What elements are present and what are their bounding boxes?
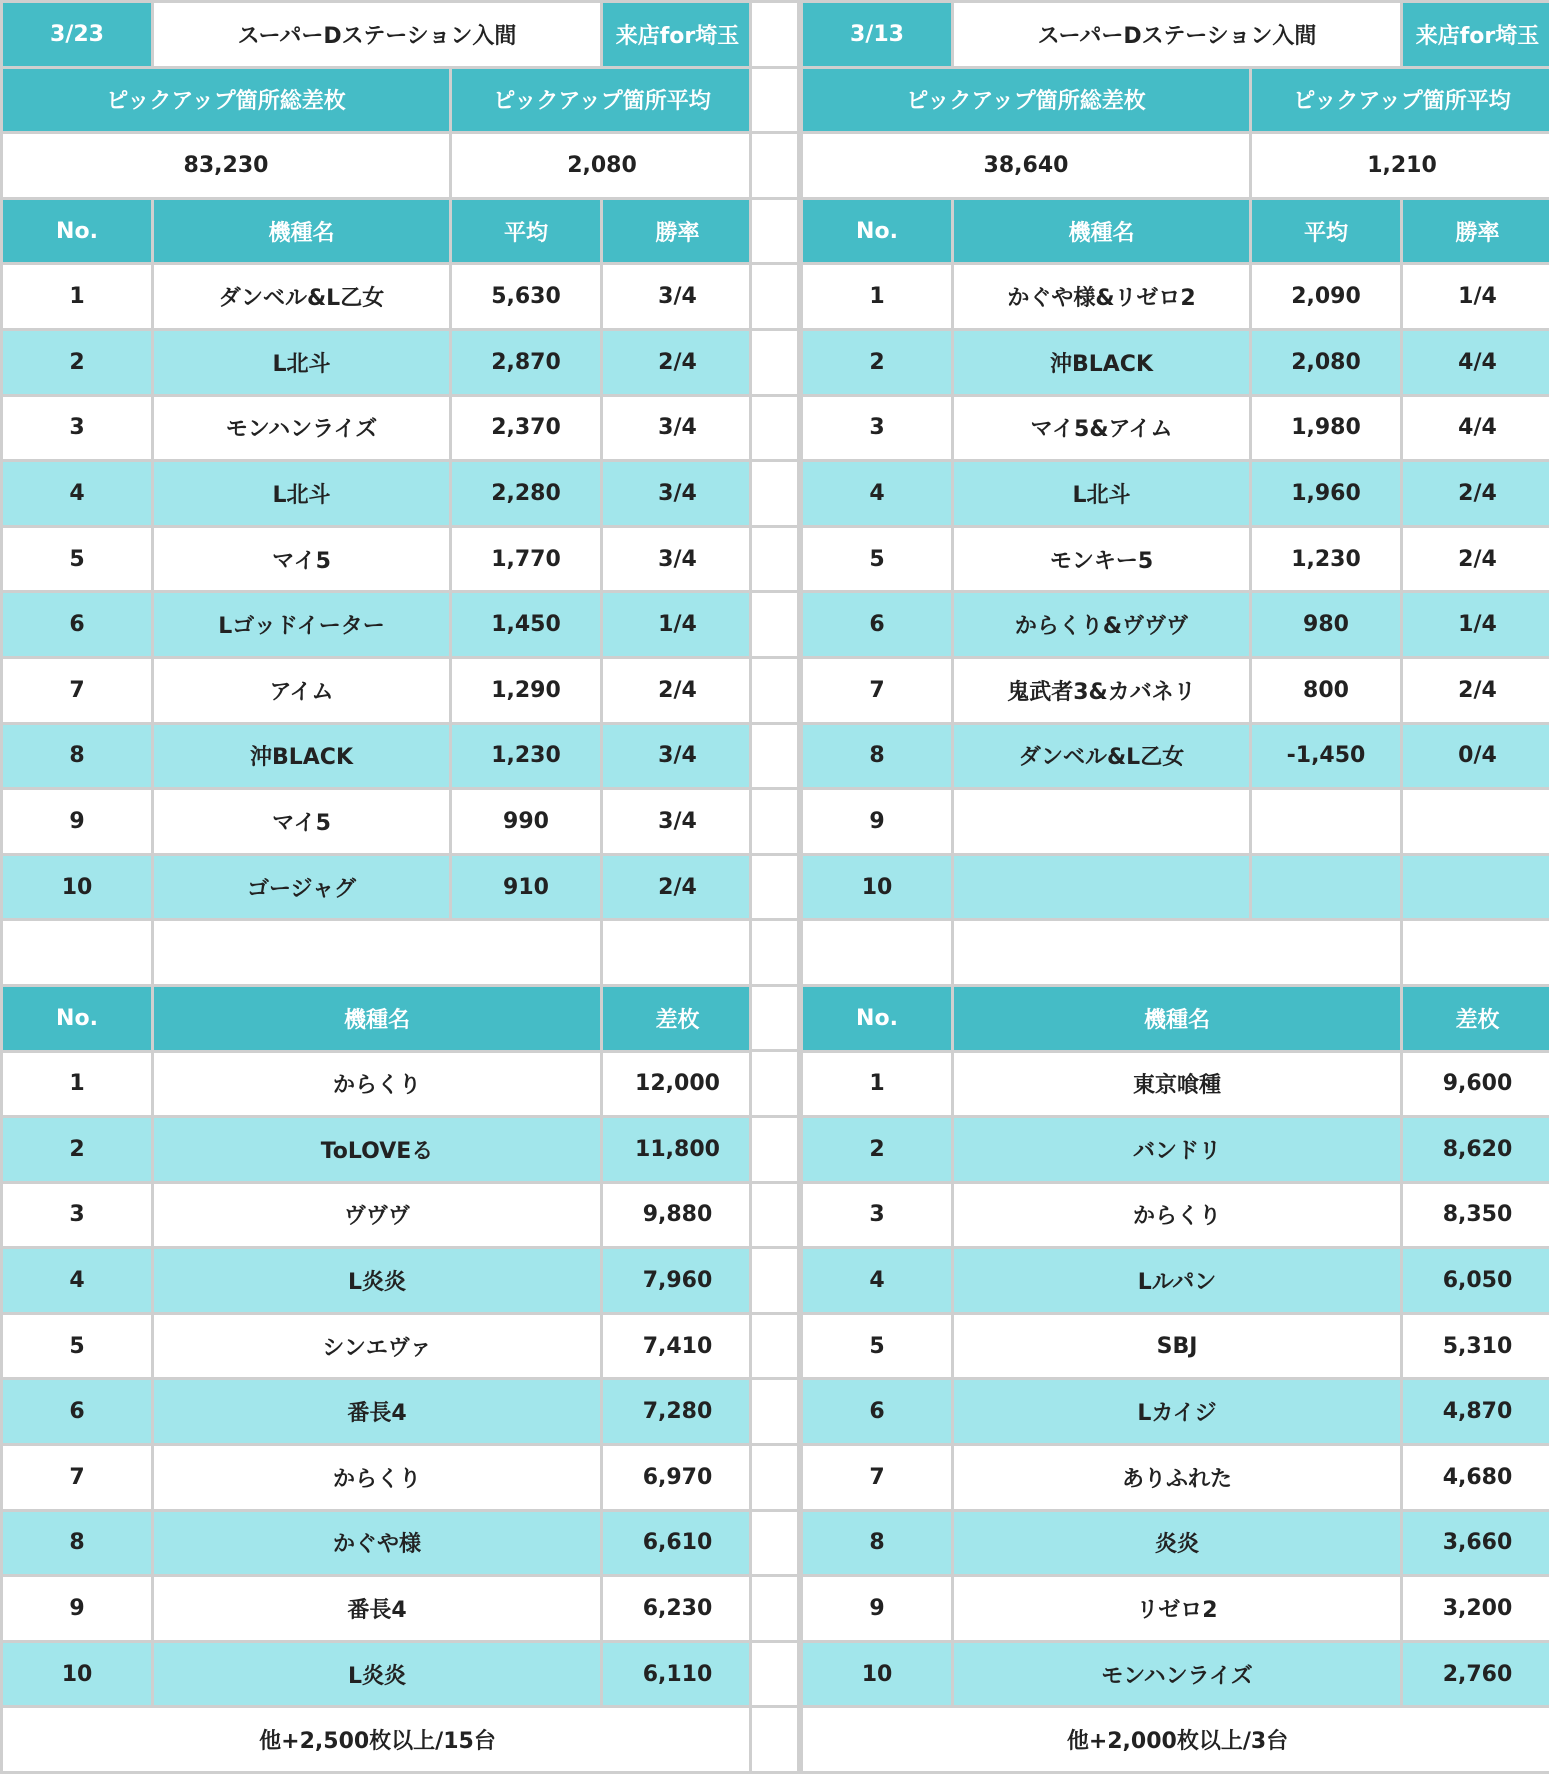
table2-cell-diff: 3,200 (1403, 1577, 1549, 1640)
table2-cell-model: SBJ (954, 1315, 1400, 1378)
table1-header-no: No. (3, 200, 151, 263)
table1-cell-winrate: 0/4 (1403, 725, 1549, 788)
table1-cell-no: 7 (3, 659, 151, 722)
table2-cell-model: バンドリ (954, 1118, 1400, 1181)
table2-cell-diff: 6,050 (1403, 1249, 1549, 1312)
table2-cell-no: 9 (3, 1577, 151, 1640)
table1-cell-average: 990 (452, 790, 600, 853)
spacer-cell (803, 921, 951, 984)
table1-cell-no: 1 (3, 265, 151, 328)
gutter-cell (752, 134, 797, 197)
footer-note: 他+2,000枚以上/3台 (803, 1708, 1549, 1771)
table1-cell-model: モンハンライズ (154, 397, 449, 460)
gutter-cell (752, 1708, 797, 1771)
table2-cell-model: からくり (154, 1446, 600, 1509)
gutter-cell (752, 659, 797, 722)
table1-cell-winrate (1403, 790, 1549, 853)
table1-cell-average: 1,230 (452, 725, 600, 788)
table1-cell-no: 5 (3, 528, 151, 591)
table1-cell-no: 4 (3, 462, 151, 525)
table1-cell-model: 沖BLACK (954, 331, 1249, 394)
table2-cell-no: 9 (803, 1577, 951, 1640)
table1-cell-no: 10 (3, 856, 151, 919)
gutter-cell (752, 1512, 797, 1575)
table2-header-model: 機種名 (154, 987, 600, 1050)
table1-cell-no: 6 (803, 593, 951, 656)
table1-cell-model: 鬼武者3&カバネリ (954, 659, 1249, 722)
table2-cell-model: シンエヴァ (154, 1315, 600, 1378)
table1-cell-no: 6 (3, 593, 151, 656)
table2-cell-diff: 6,610 (603, 1512, 752, 1575)
right-report-panel (800, 0, 1549, 1774)
table1-cell-average: 1,770 (452, 528, 600, 591)
summary-header-total: ピックアップ箇所総差枚 (803, 69, 1249, 132)
table1-cell-average: 2,280 (452, 462, 600, 525)
table2-cell-no: 6 (803, 1380, 951, 1443)
table1-cell-no: 4 (803, 462, 951, 525)
table2-header-diff: 差枚 (1403, 987, 1549, 1050)
gutter-cell (752, 1380, 797, 1443)
table2-cell-model: からくり (154, 1053, 600, 1116)
date-cell: 3/23 (3, 3, 151, 66)
table1-cell-winrate: 1/4 (1403, 265, 1549, 328)
spacer-cell (954, 921, 1400, 984)
table1-cell-winrate: 1/4 (603, 593, 752, 656)
table2-cell-diff: 6,970 (603, 1446, 752, 1509)
summary-header-average: ピックアップ箇所平均 (1252, 69, 1549, 132)
table1-cell-model: マイ5 (154, 790, 449, 853)
summary-value-total: 83,230 (3, 134, 449, 197)
table1-cell-winrate: 2/4 (603, 659, 752, 722)
event-cell: 来店for埼玉 (603, 3, 752, 66)
table1-cell-winrate: 2/4 (1403, 659, 1549, 722)
gutter-cell (752, 265, 797, 328)
table1-cell-model: L北斗 (154, 462, 449, 525)
summary-value-average: 1,210 (1252, 134, 1549, 197)
gutter-cell (752, 397, 797, 460)
table2-cell-no: 10 (3, 1643, 151, 1706)
spacer-cell (603, 921, 752, 984)
date-cell: 3/13 (803, 3, 951, 66)
table1-cell-average: 2,370 (452, 397, 600, 460)
table1-cell-model: 沖BLACK (154, 725, 449, 788)
table2-cell-no: 5 (3, 1315, 151, 1378)
table1-cell-winrate (1403, 856, 1549, 919)
table1-cell-model: L北斗 (154, 331, 449, 394)
table2-cell-diff: 7,410 (603, 1315, 752, 1378)
summary-value-total: 38,640 (803, 134, 1249, 197)
gutter-cell (752, 1446, 797, 1509)
table2-cell-model: 炎炎 (954, 1512, 1400, 1575)
gutter-cell (752, 462, 797, 525)
table1-cell-model (954, 790, 1249, 853)
table1-cell-no: 8 (3, 725, 151, 788)
table1-header-model: 機種名 (954, 200, 1249, 263)
table2-cell-no: 1 (3, 1053, 151, 1116)
table2-cell-no: 8 (803, 1512, 951, 1575)
table1-header-average: 平均 (452, 200, 600, 263)
table1-cell-no: 9 (803, 790, 951, 853)
table2-cell-diff: 12,000 (603, 1053, 752, 1116)
table2-cell-model: 東京喰種 (954, 1053, 1400, 1116)
table1-cell-no: 2 (3, 331, 151, 394)
table2-cell-no: 10 (803, 1643, 951, 1706)
table1-cell-model: ダンベル&L乙女 (954, 725, 1249, 788)
gutter-cell (752, 593, 797, 656)
table1-cell-average: 1,450 (452, 593, 600, 656)
table1-cell-average: 1,230 (1252, 528, 1400, 591)
table2-cell-diff: 7,960 (603, 1249, 752, 1312)
table1-cell-average: 2,870 (452, 331, 600, 394)
table1-header-model: 機種名 (154, 200, 449, 263)
gutter-cell (752, 69, 797, 132)
table1-cell-no: 8 (803, 725, 951, 788)
table1-cell-average (1252, 790, 1400, 853)
table1-cell-no: 10 (803, 856, 951, 919)
store-name-cell: スーパーDステーション入間 (954, 3, 1400, 66)
table1-cell-average: -1,450 (1252, 725, 1400, 788)
table2-cell-diff: 5,310 (1403, 1315, 1549, 1378)
gutter-cell (752, 1052, 797, 1115)
spacer-cell (1403, 921, 1549, 984)
spacer-cell (154, 921, 600, 984)
gutter-cell (752, 1315, 797, 1378)
center-gutter (749, 0, 800, 1774)
table1-cell-winrate: 3/4 (603, 725, 752, 788)
gutter-cell (752, 1249, 797, 1312)
table2-cell-diff: 2,760 (1403, 1643, 1549, 1706)
table1-cell-winrate: 2/4 (1403, 462, 1549, 525)
table1-cell-winrate: 3/4 (603, 397, 752, 460)
table2-cell-no: 7 (3, 1446, 151, 1509)
summary-value-average: 2,080 (452, 134, 752, 197)
table2-cell-diff: 9,880 (603, 1184, 752, 1247)
table1-cell-winrate: 3/4 (603, 265, 752, 328)
gutter-cell (752, 528, 797, 591)
table2-cell-model: L炎炎 (154, 1249, 600, 1312)
table1-cell-average: 2,080 (1252, 331, 1400, 394)
gutter-cell (752, 1577, 797, 1640)
table2-cell-model: ToLOVEる (154, 1118, 600, 1181)
table2-cell-no: 2 (3, 1118, 151, 1181)
table2-cell-no: 4 (3, 1249, 151, 1312)
table1-cell-no: 3 (803, 397, 951, 460)
table1-cell-model: アイム (154, 659, 449, 722)
gutter-cell (752, 856, 797, 919)
table2-header-no: No. (3, 987, 151, 1050)
table2-cell-no: 3 (3, 1184, 151, 1247)
table1-cell-winrate: 2/4 (1403, 528, 1549, 591)
table2-header-model: 機種名 (954, 987, 1400, 1050)
table2-cell-diff: 8,350 (1403, 1184, 1549, 1247)
gutter-cell (752, 1643, 797, 1706)
table1-cell-average: 800 (1252, 659, 1400, 722)
table1-cell-average: 1,290 (452, 659, 600, 722)
table2-cell-model: からくり (954, 1184, 1400, 1247)
table2-cell-model: L炎炎 (154, 1643, 600, 1706)
gutter-cell (752, 200, 797, 263)
table1-cell-winrate: 4/4 (1403, 397, 1549, 460)
table2-cell-model: Lルパン (954, 1249, 1400, 1312)
table1-cell-winrate: 3/4 (603, 462, 752, 525)
table1-cell-winrate: 2/4 (603, 331, 752, 394)
gutter-cell (752, 921, 797, 984)
table2-cell-diff: 6,110 (603, 1643, 752, 1706)
table1-cell-average: 980 (1252, 593, 1400, 656)
table1-header-winrate: 勝率 (603, 200, 752, 263)
table2-cell-model: ヴヴヴ (154, 1184, 600, 1247)
table1-cell-winrate: 3/4 (603, 790, 752, 853)
gutter-cell (752, 725, 797, 788)
table2-cell-model: リゼロ2 (954, 1577, 1400, 1640)
table2-cell-model: 番長4 (154, 1577, 600, 1640)
summary-header-average: ピックアップ箇所平均 (452, 69, 752, 132)
table1-cell-model: Lゴッドイーター (154, 593, 449, 656)
table1-cell-no: 3 (3, 397, 151, 460)
table1-cell-no: 2 (803, 331, 951, 394)
table1-cell-no: 7 (803, 659, 951, 722)
table1-cell-average: 1,960 (1252, 462, 1400, 525)
table1-cell-model: マイ5&アイム (954, 397, 1249, 460)
table2-cell-no: 3 (803, 1184, 951, 1247)
table2-cell-no: 1 (803, 1053, 951, 1116)
table1-cell-model: からくり&ヴヴヴ (954, 593, 1249, 656)
gutter-cell (752, 3, 797, 66)
spacer-cell (3, 921, 151, 984)
table2-cell-model: Lカイジ (954, 1380, 1400, 1443)
table2-cell-model: 番長4 (154, 1380, 600, 1443)
table2-cell-diff: 6,230 (603, 1577, 752, 1640)
table2-cell-diff: 7,280 (603, 1380, 752, 1443)
table1-header-no: No. (803, 200, 951, 263)
gutter-cell (752, 1118, 797, 1181)
table1-cell-average: 5,630 (452, 265, 600, 328)
table1-cell-model: ダンベル&L乙女 (154, 265, 449, 328)
table2-cell-diff: 4,870 (1403, 1380, 1549, 1443)
table2-cell-diff: 3,660 (1403, 1512, 1549, 1575)
table2-cell-model: ありふれた (954, 1446, 1400, 1509)
table1-cell-model: L北斗 (954, 462, 1249, 525)
table1-cell-model: マイ5 (154, 528, 449, 591)
left-report-panel (0, 0, 749, 1774)
gutter-cell (752, 790, 797, 853)
table2-cell-no: 6 (3, 1380, 151, 1443)
event-cell: 来店for埼玉 (1403, 3, 1549, 66)
table1-header-average: 平均 (1252, 200, 1400, 263)
table2-cell-diff: 9,600 (1403, 1053, 1549, 1116)
table2-cell-diff: 4,680 (1403, 1446, 1549, 1509)
gutter-cell (752, 987, 797, 1050)
footer-note: 他+2,500枚以上/15台 (3, 1708, 752, 1771)
table1-header-winrate: 勝率 (1403, 200, 1549, 263)
table1-cell-model (954, 856, 1249, 919)
table1-cell-model: ゴージャグ (154, 856, 449, 919)
table2-cell-diff: 8,620 (1403, 1118, 1549, 1181)
table1-cell-winrate: 2/4 (603, 856, 752, 919)
summary-header-total: ピックアップ箇所総差枚 (3, 69, 449, 132)
table2-cell-no: 2 (803, 1118, 951, 1181)
table1-cell-model: かぐや様&リゼロ2 (954, 265, 1249, 328)
table1-cell-average: 2,090 (1252, 265, 1400, 328)
table1-cell-winrate: 4/4 (1403, 331, 1549, 394)
gutter-cell (752, 1184, 797, 1247)
table2-cell-model: かぐや様 (154, 1512, 600, 1575)
table1-cell-model: モンキー5 (954, 528, 1249, 591)
table2-cell-diff: 11,800 (603, 1118, 752, 1181)
table2-cell-no: 8 (3, 1512, 151, 1575)
table1-cell-average: 910 (452, 856, 600, 919)
store-name-cell: スーパーDステーション入間 (154, 3, 600, 66)
table1-cell-no: 1 (803, 265, 951, 328)
gutter-cell (752, 331, 797, 394)
table1-cell-average (1252, 856, 1400, 919)
table2-cell-no: 7 (803, 1446, 951, 1509)
table1-cell-no: 5 (803, 528, 951, 591)
table1-cell-average: 1,980 (1252, 397, 1400, 460)
table2-cell-no: 5 (803, 1315, 951, 1378)
table1-cell-winrate: 3/4 (603, 528, 752, 591)
table1-cell-winrate: 1/4 (1403, 593, 1549, 656)
table2-cell-model: モンハンライズ (954, 1643, 1400, 1706)
table2-header-diff: 差枚 (603, 987, 752, 1050)
table1-cell-no: 9 (3, 790, 151, 853)
table2-cell-no: 4 (803, 1249, 951, 1312)
table2-header-no: No. (803, 987, 951, 1050)
